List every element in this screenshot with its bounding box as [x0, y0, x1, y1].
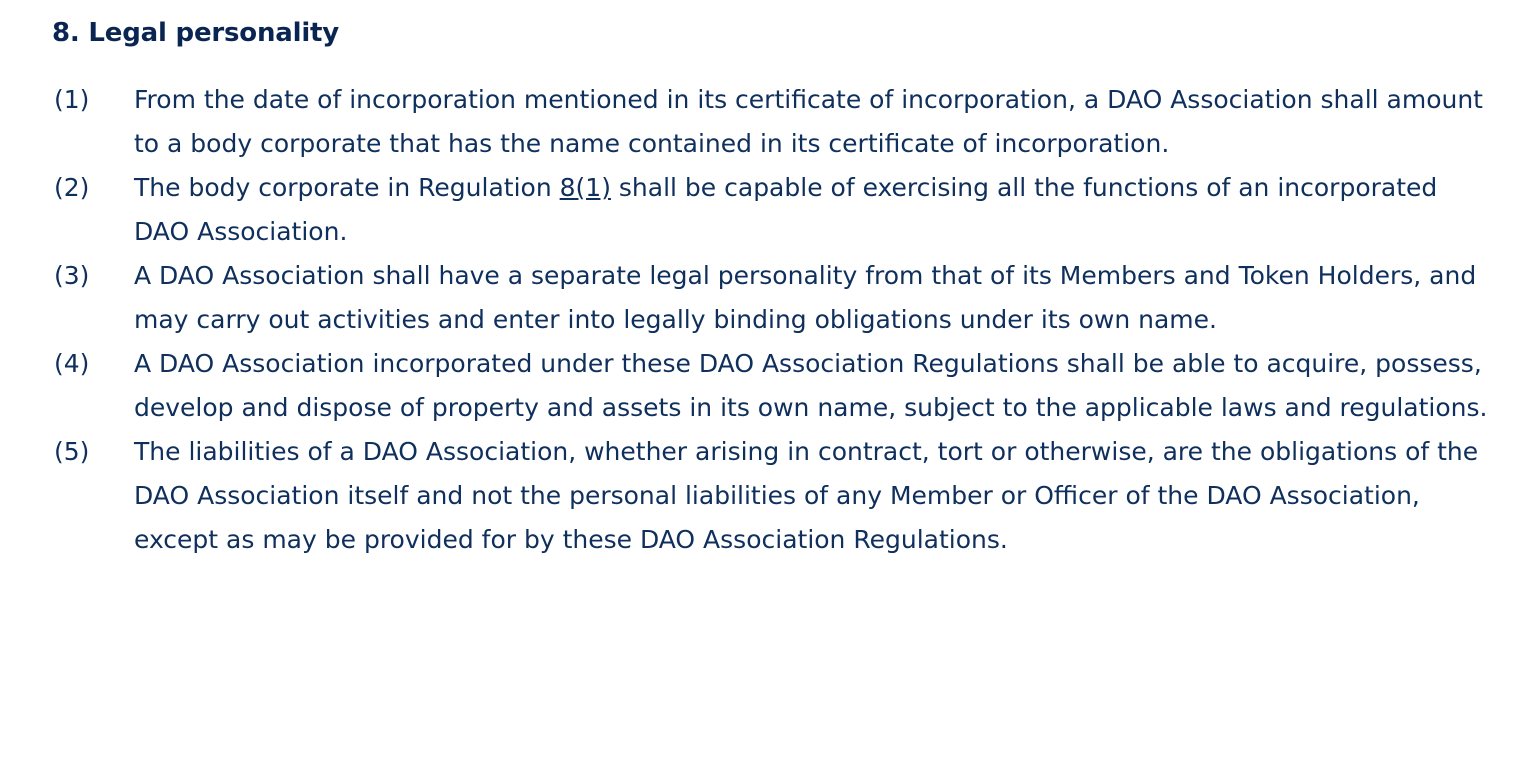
clause-number: (2): [54, 173, 90, 202]
clause-text: The liabilities of a DAO Association, whether arising in contract, tort or otherwise, are the obligations of the DAO Association itself and not the personal liabilities of any Member or Officer of the DAO Association, except as may be provided for by these DAO Association Regulations.: [134, 437, 1479, 554]
clause-number: (5): [54, 437, 90, 466]
clause-item: [48, 166, 1492, 254]
clause-text-after-link: shall be capable of exercising all the functions of an incorporated DAO Association.: [134, 173, 1438, 246]
clause-text: [134, 166, 1492, 254]
page-title: 8. Legal personality: [52, 18, 340, 48]
clause-item: [48, 342, 1492, 430]
clause-number: (4): [54, 349, 90, 378]
clause-list: [48, 78, 1492, 562]
clause-text-before-link: The body corporate in Regulation: [134, 173, 560, 202]
clause-text: From the date of incorporation mentioned in its certificate of incorporation, a DAO Association shall amount to a body corporate that has the name contained in its certificate of incorporation.: [134, 85, 1483, 158]
clause-number: (3): [54, 261, 90, 290]
clause-number: (1): [54, 85, 90, 114]
clause-text: A DAO Association incorporated under these DAO Association Regulations shall be able to acquire, possess, develop and dispose of property and assets in its own name, subject to the applicable laws and regulations.: [134, 349, 1488, 422]
regulation-cross-reference-link[interactable]: 8(1): [559, 173, 611, 202]
clause-item: [48, 78, 1492, 166]
clause-item: [48, 254, 1492, 342]
clause-text: A DAO Association shall have a separate legal personality from that of its Members and Token Holders, and may carry out activities and enter into legally binding obligations under its own name.: [134, 261, 1477, 334]
clause-item: [48, 430, 1492, 562]
